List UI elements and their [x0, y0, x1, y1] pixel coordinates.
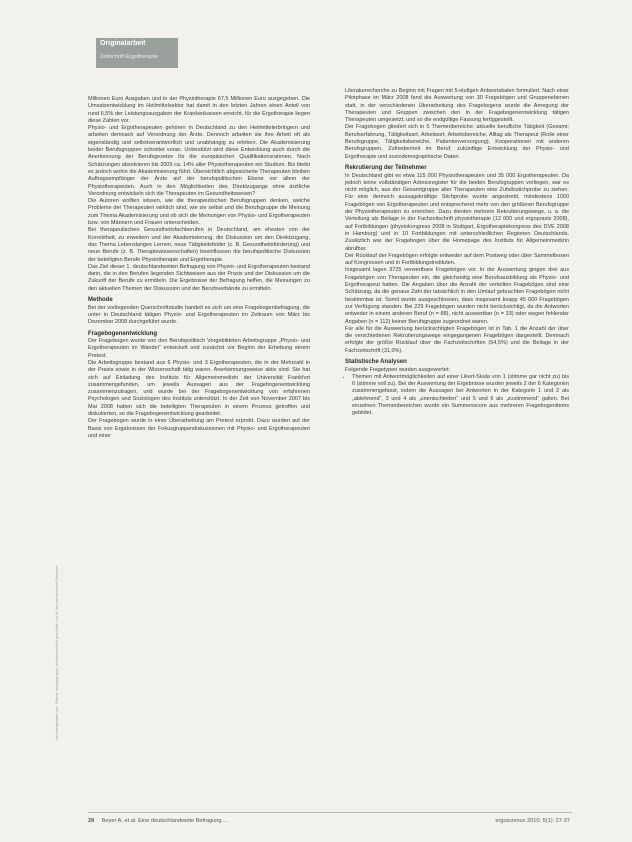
paragraph: In Deutschland gibt es etwa 115 000 Physiotherapeuten und 35 000 Ergotherapeuten. Da jedoch keine vollständigen Adressregister für die beiden Berufsgruppen vorliegen, war es nicht möglich, aus der Gesamtgruppe aller Therapeuten eine Zufallsstichprobe zu ziehen. Für eine dennoch aussagekräftige Stichprobe wurde angestrebt, mindestens 1000 Fragebögen von Ergotherapeuten und entsprechend mehr von den größeren Berufsgruppe der Physiotherapeuten zu erreichen. Dazu dienten mehrere Rekrutierungswege, u. a. die Verteilung als Beilage in der Fachzeitschrift physiotherapie (12 000 und ergopraxis 2008), auf Fortbildungen (physiokongress 2008 in Stuttgart, Ergotherapiekongress des DVE 2008 in Hamburg) und in 10 Fortbildungen mit unterschiedlichen Regionen Deutschlands. Zusätzlich war der Fragebogen über die Homepage des Instituts für Allgemeinmedizin abrufbar. [345, 172, 569, 252]
section-title: Originalarbeit [100, 40, 146, 47]
paragraph: Bei therapeutischen Gesundheitsfachberufen in Deutschland, am ehesten von der Korrektheit, zu erweitern und der Akademisierung, die Diskussion um den Direktzugang, das Thema Lebenslanges Lernen, neue Tätigkeitsfelder (z. B. Gesundheitsförderung) und neue Berufe (z. B. Therapiewissenschaften) beeinflussen die berufspolitische Diskussion der beteiligten Berufe Physiotherapie und Ergotherapie. [88, 227, 310, 263]
paragraph: Der Fragebogen gliedert sich in 5 Themenbereiche: aktuelle berufliche Tätigkeit (Gesamt: Berufserfahrung, Tätigkeitsart, Arbeitsort, Arbeitsbereiche, Alltag als Therapeut (Rolle einer Berufsgruppe, Tätigkeitsbereiche, Patientenversorgung), Kooperationen mit anderen Berufsgruppen, Zufriedenheit im Beruf, zukünftige Entwicklung der Physio- und Ergotherapie und soziodemographische Daten. [345, 124, 569, 160]
paragraph: Der Fragebogen wurde in einer Überarbeitung am Pretest erprobt. Dazu wurden auf der Basis von Ergebnissen der Fokusgruppendiskussionen mit Physio- und Ergotherapeuten und einer [88, 418, 310, 439]
section-subtitle: Zeitschrift Ergotherapie [100, 54, 158, 60]
paragraph: Der Rücklauf der Fragebögen erfolgte entweder auf dem Postweg oder über Sammelboxen auf Kongressen und in Fortbildungsinstituten. [345, 252, 569, 267]
footer-divider [88, 812, 572, 813]
heading-rekrutierung: Rekrutierung der Teilnehmer [345, 164, 427, 171]
page-number: 28 [88, 818, 95, 824]
paragraph: Literaturrecherche zu Beginn mit Fragen mit 5-stufigen Antwortskalen formuliert. Nach einer Pilotphase im März 2008 fand die Auswertung von 30 Fragebögen und Gruppenebenen statt, in der verschiedenen Überarbeitung des Fragebogens wurde die Anregung der Therapeuten und Gruppen zwischen den in der Fragebogenentwicklung tätigen Therapeuten umgesetzt, und so die endgültige Fassung fertiggestellt. [345, 88, 569, 124]
paragraph: Die Arbeitsgruppe bestand aus 6 Physio- und 3 Ergotherapeuten, die in der Mehrzahl in der Praxis sowie in der Wissenschaft tätig waren. Anerkennungsweise aktiv sind. Sie hat sich auf Einladung des Instituts für Allgemeinmedizin der Universität Frankfurt zusammengefunden, um jeweils Aussagen aus der Fragebogenentwicklung zusammenzutragen, und wurde bei der Fragebogenentwicklung von erfahrenen Psychologen und Soziologen des Instituts unterstützt. In der Zeit von November 2007 bis Mai 2008 haben sich die beteiligten Therapeuten in einem Prozess getroffen und diskutierten, so die Fragebogenentwicklung gearbeitet. [88, 359, 310, 418]
list-item: • Themen mit Antwortmöglichkeiten auf einer Likert-Skala von 1 (stimme gar nicht zu) bis 6 (stimme voll zu). Bei der Auswertung der Ergebnisse wurden jeweils 2 der 6 Kategorien zusammengefasst, indem die Aussagen bei Antworten in der Kategorie 1 und 2 als „ablehnend“, 3 und 4 als „unentschieden“ und 5 und 6 als „zustimmend“ galten. Bei einzelnen Themenbereichen wurde ein Summenscore aus mehreren Fragebogenitems gebildet. [352, 374, 569, 418]
paragraph: Insgesamt lagen 3725 verwertbare Fragebögen vor. In der Auswertung gingen drei aus Fragebögen von Therapeuten ein, die gleichzeitig eine Berufsausbildung als Physio- und Ergotherapeut hatten. Die Angaben über die Anzahl der verteilten Fragebögen sind eine Schätzung, da die genaue Zahl der tatsächlich in den Umlauf gebrachten Fragebögen nicht bestimmbar ist. Somit wurde ausgeschlossen, dass insgesamt knapp 45 000 Fragebögen zur Verfügung standen. Bei 229 Fragebögen wurden nicht berücksichtigt, da die Antworten entweder in einem anderen Beruf (n = 88), nicht auswertbar (n = 33) oder wegen fehlender Angaben (n = 112) keiner Berufsgruppe zugeordnet waren. [345, 267, 569, 325]
heading-methode: Methode [88, 297, 113, 304]
footer-left [88, 818, 228, 824]
right-column [345, 88, 569, 418]
left-column [88, 96, 310, 440]
side-copyright-note: Heruntergeladen von: Thieme Verlagsgruppe. Urheberrechtlich geschützt. Nur für den persönlichen Gebrauch. [55, 564, 59, 740]
bullet-list [345, 374, 569, 418]
paragraph: Für alle für die Auswertung berücksichtigten Fragebögen ist in Tab. 1 die Anzahl der über die verschiedenen Rekrutierungswege eingegangenen Fragebögen dargestellt. Demnach erfolgte der größte Rücklauf über die Fachzeitschriften (54,5%) und die Beilage in der Fachzeitschrift (31,0%). [345, 325, 569, 354]
heading-fragebogenentwicklung: Fragebogenentwicklung [88, 330, 158, 337]
paragraph: Folgende Fragetypen wurden ausgewertet: [345, 366, 450, 373]
paragraph: Millionen Euro Ausgaben und in der Physiotherapie 67,5 Millionen Euro ausgegeben. Die Umsatzentwicklung im Heilmittelsektor hat damit in den letzten Jahren einen Anteil von rund 6,5% der Leistungsausgaben der Krankenkassen erreicht, für die Ergotherapie liegen diese Zahlen vor. [88, 96, 310, 124]
paragraph: Das Ziel dieser 1. deutschlandweiten Befragung von Physio- und Ergotherapeuten bestand darin, die in den Berufen liegenden Sichtweisen aus der Praxis und der Diskussion um die Zukunft der Berufe zu ermitteln. Die Ergebnisse der Befragung helfen, die Meinungen zu den aktuellen Themen der Diskussion und der Berufsverbände zu ermitteln. [88, 263, 310, 292]
heading-statistische-analysen: Statistische Analysen [345, 358, 407, 365]
footer-journal: ergoscience 2010; 5(1): 27-37 [495, 818, 570, 824]
paragraph: Der Fragebogen wurde von den Berufspolitisch Vorgebildeten Arbeitsgruppe „Physio- und Ergotherapeuten im Wandel“ entwickelt und zunächst vor Beginn der Erhebung einem Pretest. [88, 338, 310, 359]
paragraph: Bei der vorliegenden Querschnittstudie handelt es sich um eine Fragebogenbefragung, die unter in Deutschland tätigen Physio- und Ergotherapeuten im Zeitraum von März bis Dezember 2008 durchgeführt wurde. [88, 304, 310, 326]
paragraph: Die Autoren wollten wissen, wie die therapeutischen Berufsgruppen denken, welche Probleme der Therapeuten wirklich sind, wie sie selbst und die Berufsgruppe die Meinung zum Thema Akademisierung und ob sich die Meinungen von Physio- und Ergotherapeuten bzw. von Männern und Frauen unterscheiden. [88, 198, 310, 227]
footer-citation: Beyer A. et al. Eine deutschlandweite Befragung ... [101, 818, 228, 824]
paragraph: Physio- und Ergotherapeuten gehören in Deutschland zu den Heilmittelerbringern und arbeiten demnach auf Verordnung der Ärzte. Dennoch arbeiten sie ihre Arbeit oft als eigenständig und selbstverantwortlich und unabhängig zu erleben. Die Akademisierung beider Berufsgruppen schreitet voran. Unterstützt wird diese Entwicklung auch durch die Anerkennung der Berufsgesetze für die europäischen Qualifikationsrahmen. Nach Schätzungen absolvieren bis 2009 ca. 14% aller Physiotherapeuten ein Studium. Bis bleibt es jedoch wohin die Akademisierung führt. Übersichtlich abgesicherte Therapeuten bleiben Auftragsempfänger der Ärzte auf der berufspolitischen Ebene vor allem der Physiotherapeuten. Auch in den Möglichkeiten des Direktzugangs ohne ärztliche Verordnung entwickeln sich die Therapeuten im Gesundheitswesen? [88, 125, 310, 197]
